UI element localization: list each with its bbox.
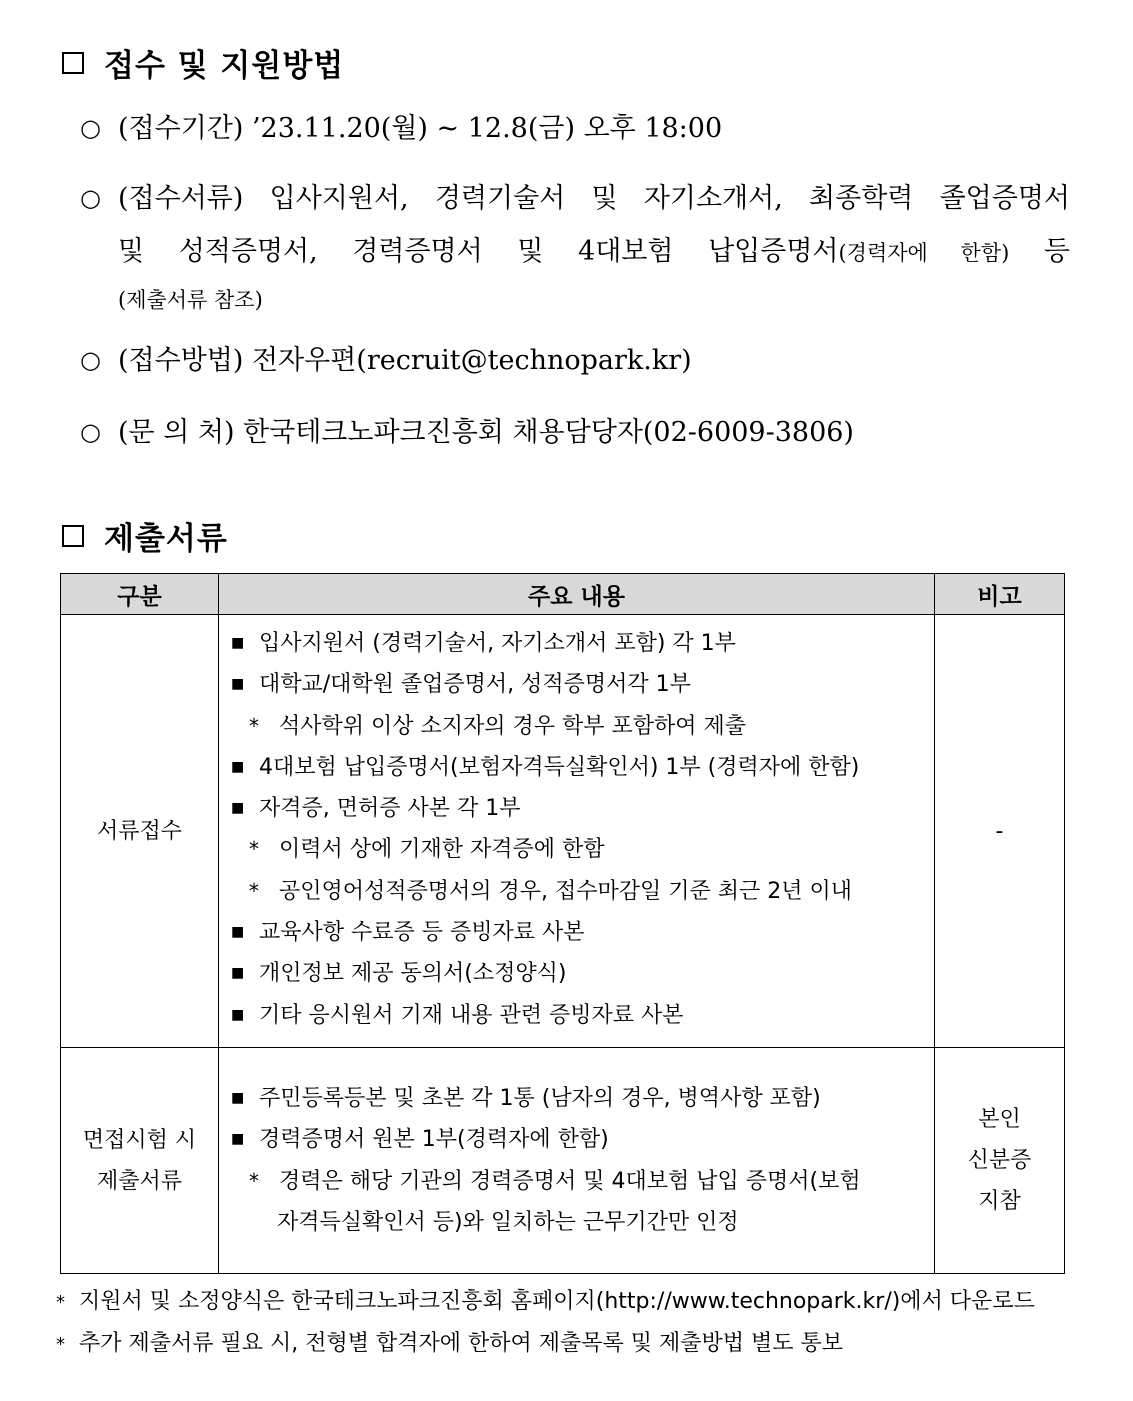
square-bullet-icon: ■ [231, 1089, 245, 1106]
asterisk-icon: * [249, 1168, 259, 1193]
list-note [231, 1161, 924, 1202]
list-note [231, 706, 924, 747]
item-text-line2 [118, 225, 1070, 280]
item-text: (접수방법) 전자우편(recruit@technopark.kr) [118, 345, 692, 376]
list-item [231, 912, 924, 953]
list-note [231, 829, 924, 870]
asterisk-icon: * [249, 837, 259, 862]
row-category: 서류접수 [61, 615, 219, 1048]
list-item-contact [80, 406, 1070, 459]
list-item [231, 747, 924, 788]
list-item [231, 788, 924, 829]
list-note-continuation [231, 1202, 924, 1243]
list-note-text: 석사학위 이상 소지자의 경우 학부 포함하여 제출 [279, 713, 747, 739]
asterisk-icon: * [56, 1334, 65, 1355]
item-text-line3: (제출서류 참조) [118, 288, 263, 312]
circle-bullet-icon: ○ [80, 114, 101, 142]
square-bullet-icon: ■ [231, 1131, 245, 1148]
list-item [231, 995, 924, 1036]
header-category: 구분 [61, 574, 219, 615]
list-note [231, 871, 924, 912]
table-row [61, 615, 1065, 1048]
asterisk-icon: * [56, 1292, 65, 1313]
list-item [231, 1078, 924, 1119]
list-item-period [80, 102, 1070, 155]
list-item [231, 664, 924, 705]
square-bullet-icon: ■ [231, 758, 245, 775]
list-item-documents [80, 172, 1070, 320]
list-note-text: 자격득실확인서 등)와 일치하는 근무기간만 인정 [277, 1209, 739, 1235]
square-bullet-icon: ■ [231, 635, 245, 651]
documents-table [60, 573, 1065, 1274]
list-item-text: 경력증명서 원본 1부(경력자에 한함) [259, 1127, 609, 1153]
section-title: 접수 및 지원방법 [104, 48, 345, 84]
list-item-text: 자격증, 면허증 사본 각 1부 [259, 796, 521, 822]
section-heading-application [62, 40, 344, 85]
row-content [219, 1048, 935, 1274]
list-item [231, 623, 924, 664]
item-text: (문 의 처) 한국테크노파크진흥회 채용담당자(02-6009-3806) [118, 417, 854, 448]
row-category [61, 1048, 219, 1274]
item-text-line1: (접수서류) 입사지원서, 경력기술서 및 자기소개서, 최종학력 졸업증명서 [118, 183, 1070, 214]
list-item-text: 대학교/대학원 졸업증명서, 성적증명서각 1부 [259, 672, 691, 698]
footnote [56, 1326, 1066, 1357]
item-text: (접수기간) ’23.11.20(월) ~ 12.8(금) 오후 18:00 [118, 113, 723, 144]
list-item [231, 1119, 924, 1160]
row-category-line2: 제출서류 [96, 1168, 182, 1194]
list-item-text: 교육사항 수료증 등 증빙자료 사본 [259, 920, 585, 946]
header-content: 주요 내용 [219, 574, 935, 615]
section-title: 제출서류 [104, 521, 228, 557]
checkbox-icon [62, 525, 84, 547]
footnote-text: 지원서 및 소정양식은 한국테크노파크진흥회 홈페이지(http://www.technopark.kr/)에서 다운로드 [79, 1289, 1035, 1314]
header-note: 비고 [935, 574, 1065, 615]
asterisk-icon: * [249, 713, 259, 738]
list-item-text: 입사지원서 (경력기술서, 자기소개서 포함) 각 1부 [259, 631, 736, 656]
square-bullet-icon: ■ [231, 924, 245, 941]
table-header-row [61, 574, 1065, 615]
footnote [56, 1284, 1066, 1315]
list-note-text: 공인영어성적증명서의 경우, 접수마감일 기준 최근 2년 이내 [279, 878, 852, 904]
row-content [219, 615, 935, 1048]
row-note [935, 1048, 1065, 1274]
square-bullet-icon: ■ [231, 965, 245, 982]
circle-bullet-icon: ○ [80, 418, 101, 446]
row-category-line1: 면접시험 시 [82, 1127, 197, 1153]
table-row [61, 1048, 1065, 1274]
list-item-text: 4대보험 납입증명서(보험자격득실확인서) 1부 (경력자에 한함) [259, 754, 860, 780]
list-item-text: 주민등록등본 및 초본 각 1통 (남자의 경우, 병역사항 포함) [259, 1085, 821, 1111]
square-bullet-icon: ■ [231, 676, 245, 693]
item-text-line2-main: 및 성적증명서, 경력증명서 및 4대보험 납입증명서 [118, 236, 839, 267]
circle-bullet-icon: ○ [80, 346, 101, 374]
checkbox-icon [62, 52, 84, 74]
list-item-text: 개인정보 제공 동의서(소정양식) [259, 961, 567, 987]
square-bullet-icon: ■ [231, 800, 245, 817]
row-note-line2: 신분증 [967, 1148, 1032, 1173]
circle-bullet-icon: ○ [80, 184, 101, 212]
footnote-text: 추가 제출서류 필요 시, 전형별 합격자에 한하여 제출목록 및 제출방법 별도 통보 [79, 1331, 843, 1356]
section-heading-documents [62, 513, 228, 558]
row-note-line3: 지참 [978, 1189, 1021, 1214]
asterisk-icon: * [249, 878, 259, 903]
list-item [231, 953, 924, 994]
row-note: - [935, 615, 1065, 1048]
item-text-line2-small: (경력자에 한함) [838, 241, 1010, 265]
row-note-line1: 본인 [978, 1107, 1021, 1132]
list-item-method [80, 334, 1070, 387]
square-bullet-icon: ■ [231, 1006, 245, 1023]
item-text-line2-end: 등 [1009, 236, 1070, 267]
list-note-text: 이력서 상에 기재한 자격증에 한함 [279, 837, 605, 863]
list-note-text: 경력은 해당 기관의 경력증명서 및 4대보험 납입 증명서(보험 [279, 1168, 861, 1194]
list-item-text: 기타 응시원서 기재 내용 관련 증빙자료 사본 [259, 1002, 684, 1028]
